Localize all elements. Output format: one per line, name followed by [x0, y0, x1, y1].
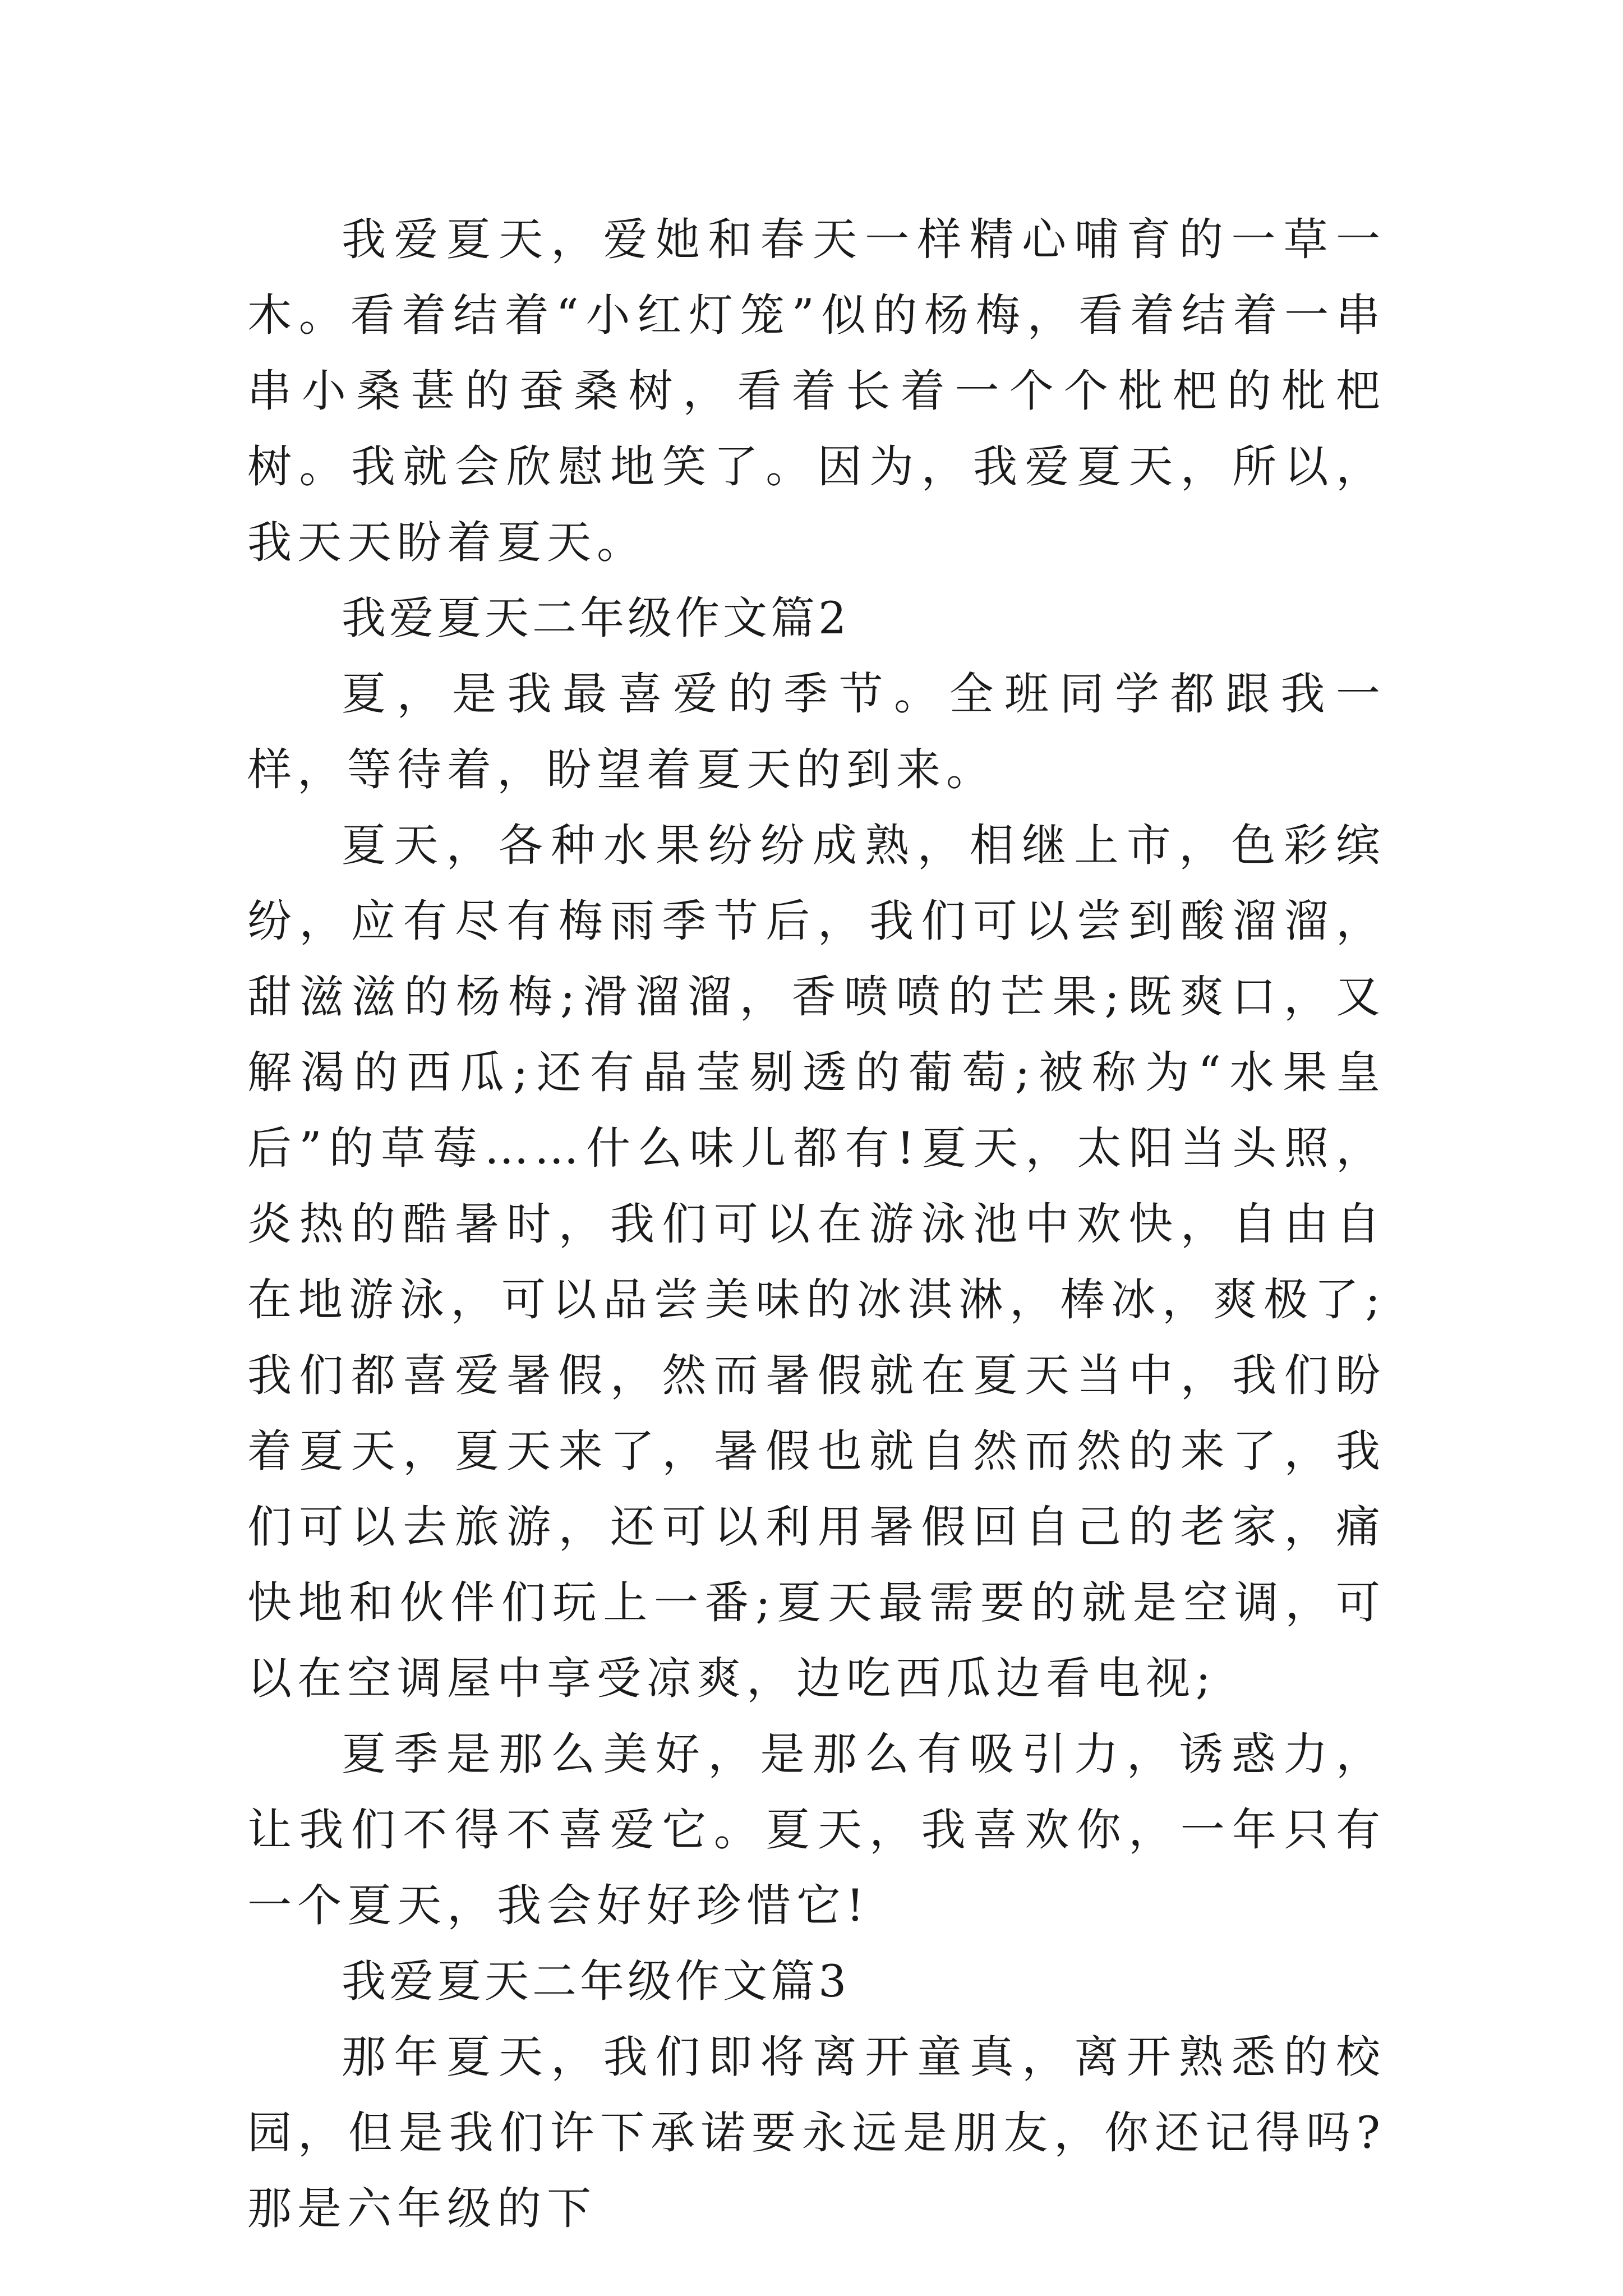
essay-heading-3: 我爱夏天二年级作文篇3 [342, 1955, 850, 2007]
paragraph-cherish-summer: 夏季是那么美好，是那么有吸引力，诱惑力，让我们不得不喜爱它。夏天，我喜欢你，一年只有一个夏天，我会好好珍惜它! [247, 1728, 1386, 1931]
paragraph-summer-love: 我爱夏天，爱她和春天一样精心哺育的一草一木。看着结着“小红灯笼”似的杨梅，看着结着一串串小桑葚的蚕桑树，看着长着一个个枇杷的枇杷树。我就会欣慰地笑了。因为，我爱夏天，所以，我天天盼着夏天。 [247, 214, 1386, 568]
paragraph-favorite-season: 夏，是我最喜爱的季节。全班同学都跟我一样，等待着，盼望着夏天的到来。 [247, 668, 1386, 795]
essay-body [247, 202, 1386, 2247]
paragraph-summer-fruits: 夏天，各种水果纷纷成熟，相继上市，色彩缤纷，应有尽有梅雨季节后，我们可以尝到酸溜溜，甜滋滋的杨梅;滑溜溜，香喷喷的芒果;既爽口，又解渴的西瓜;还有晶莹剔透的葡萄;被称为“水果皇后”的草莓……什么味儿都有!夏天，太阳当头照，炎热的酷暑时，我们可以在游泳池中欢快，自由自在地游泳，可以品尝美味的冰淇淋，棒冰，爽极了;我们都喜爱暑假，然而暑假就在夏天当中，我们盼着夏天，夏天来了，暑假也就自然而然的来了，我们可以去旅游，还可以利用暑假回自己的老家，痛快地和伙伴们玩上一番;夏天最需要的就是空调，可以在空调屋中享受凉爽，边吃西瓜边看电视; [247, 820, 1386, 1704]
essay-heading-2: 我爱夏天二年级作文篇2 [342, 592, 850, 644]
paragraph-that-summer: 那年夏天，我们即将离开童真，离开熟悉的校园，但是我们许下承诺要永远是朋友，你还记得吗?那是六年级的下 [247, 2031, 1386, 2234]
